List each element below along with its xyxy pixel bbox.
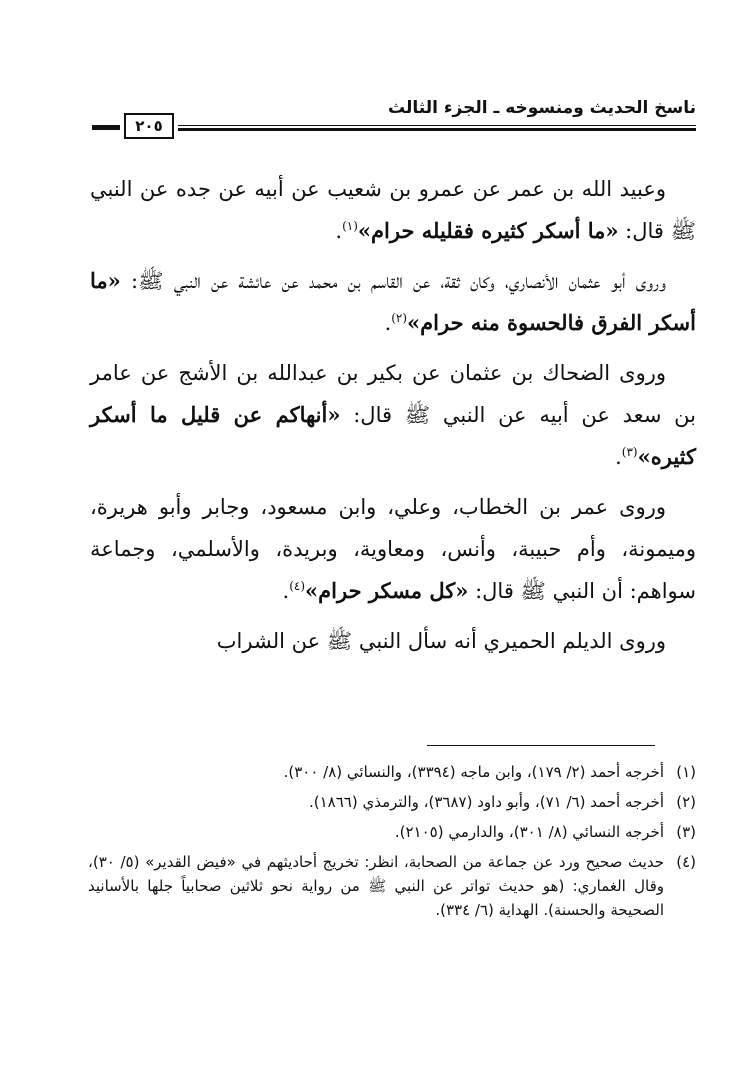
paragraph: وروى أبو عثمان الأنصاري، وكان ثقة، عن القاسم بن محمد عن عائشة عن النبي ﷺ: «ما أسكر الفرق فالحسوة منه حرام»$^{(٢)}$. — [90, 268, 696, 335]
hadith-quote: «أنهاكم عن قليل ما أسكر كثيره» — [90, 402, 696, 469]
running-title: ناسخ الحديث ومنسوخه ـ الجزء الثالث — [388, 98, 696, 118]
footnote-text: أخرجه النسائي (٨/ ٣٠١)، والدارمي (٢١٠٥). — [394, 823, 664, 841]
page-number-ornament — [92, 125, 120, 130]
footnote-separator — [427, 745, 655, 746]
paragraph: وروى الضحاك بن عثمان عن بكير بن عبدالله بن الأشج عن عامر بن سعد عن أبيه عن النبي ﷺ قال: «أنهاكم عن قليل ما أسكر كثيره»$^{(٣)}$. — [90, 361, 697, 469]
page-number: ٢٠٥ — [124, 113, 174, 139]
footnote — [88, 790, 696, 814]
footnote-ref[interactable]: (٤) — [289, 579, 306, 593]
header-rule — [178, 125, 696, 131]
footnote-ref[interactable]: (٣) — [621, 445, 638, 459]
footnote-text: أخرجه أحمد (٢/ ١٧٩)، وابن ماجه (٣٣٩٤)، والنسائي (٨/ ٣٠٠). — [283, 763, 664, 781]
page-header — [92, 98, 696, 138]
paragraph: وروى الديلم الحميري أنه سأل النبي ﷺ عن الشراب — [216, 629, 666, 653]
footnote-number: (٢) — [676, 793, 696, 811]
hadith-quote: «كل مسكر حرام» — [305, 578, 469, 603]
footnote-number: (٤) — [676, 853, 696, 871]
footnote — [88, 850, 696, 922]
footnote-number: (٣) — [676, 823, 696, 841]
footnote-text: أخرجه أحمد (٦/ ٧١)، وأبو داود (٣٦٨٧)، والترمذي (١٨٦٦). — [309, 793, 664, 811]
footnote — [88, 760, 696, 784]
footnote — [88, 820, 696, 844]
footnote-text: حديث صحيح ورد عن جماعة من الصحابة، انظر: تخريج أحاديثهم في «فيض القدير» (٥/ ٣٠)، وقال الغماري: (هو حديث تواتر عن النبي ﷺ من رواية نحو ثلاثين صحابياً جلها بالأسانيد الصحيحة والحسنة). الهداية (٦/ ٣٣٤). — [88, 853, 664, 919]
hadith-quote: «ما أسكر كثيره فقليله حرام» — [357, 218, 619, 243]
main-text — [90, 168, 696, 670]
paragraph: وروى عمر بن الخطاب، وعلي، وابن مسعود، وجابر وأبو هريرة، وميمونة، وأم حبيبة، وأنس، ومعاوية، وبريدة، والأسلمي، وجماعة سواهم: أن النبي ﷺ قال: «كل مسكر حرام»$^{(٤)}$. — [90, 495, 696, 603]
footnote-ref[interactable]: (١) — [342, 219, 358, 233]
footnote-number: (١) — [676, 763, 696, 781]
footnote-ref[interactable]: (٢) — [391, 311, 408, 325]
paragraph: وعبيد الله بن عمر عن عمرو بن شعيب عن أبيه عن جده عن النبي ﷺ قال: «ما أسكر كثيره فقليله حرام»$^{(١)}$. — [90, 177, 696, 243]
footnotes — [88, 760, 696, 928]
hadith-quote: «ما أسكر الفرق فالحسوة منه حرام» — [90, 268, 696, 335]
